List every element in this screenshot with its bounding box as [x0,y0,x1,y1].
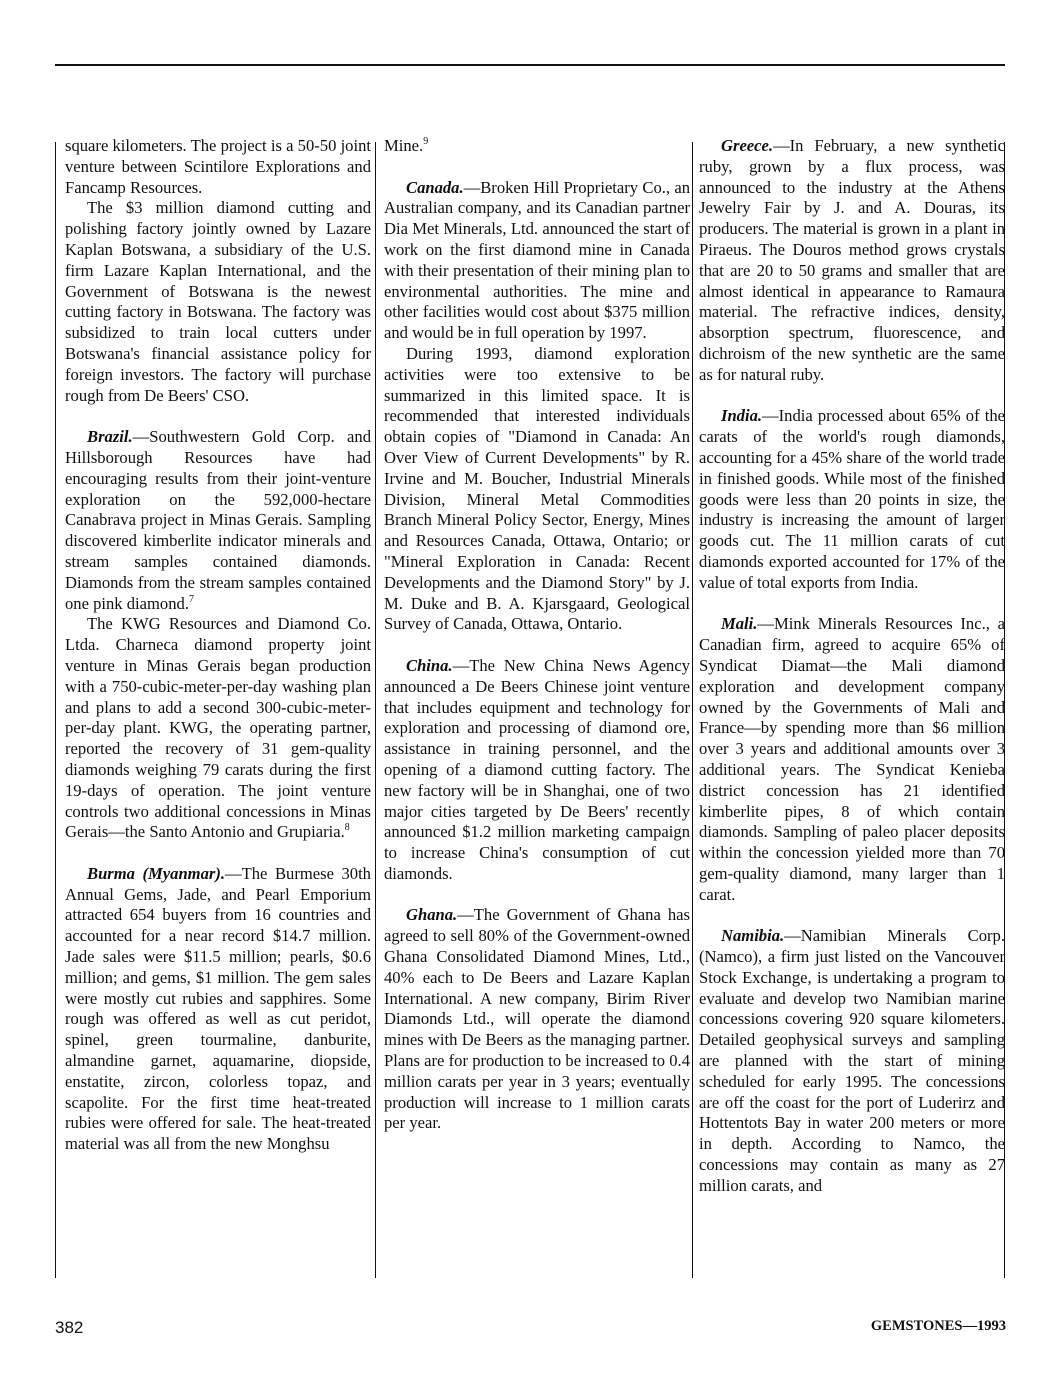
section-india [699,406,1005,593]
section-china [384,656,690,885]
section-text: —Mink Minerals Resources Inc., a Canadian firm, agreed to acquire 65% of Syndicat Diamat—the Mali diamond exploration and development company owned by the Governments of Mali and France—by spending more than $6 million over 3 years and additional amounts over 3 additional years. The Syndicat Kenieba district concession has 21 identified kimberlite pipes, 8 of which contain diamonds. Sampling of paleo placer deposits within the concession yielded more than 70 gem-quality diamond, many larger than 1 carat. [699,614,1005,904]
column-left [65,136,371,1155]
section-burma [65,864,371,1155]
section-ghana [384,905,690,1134]
footnote-ref: 7 [188,593,194,605]
section-heading: Burma (Myanmar). [87,863,226,883]
section-heading: China. [406,655,453,675]
section-text: —In February, a new synthetic ruby, grown by a flux process, was announced to the industry at the Athens Jewelry Fair by J. and A. Douras, its producers. The material is grown in a plant in Piraeus. The Douros method grows crystals that are 20 to 50 grams and smaller that are almost identical in appearance to Ramaura material. The refractive indices, density, absorption spectrum, fluorescence, and dichroism of the new synthetic are the same as for natural ruby. [699,136,1005,384]
paragraph: The $3 million diamond cutting and polishing factory jointly owned by Lazare Kaplan Botswana, a subsidiary of the U.S. firm Lazare Kaplan International, and the Government of Botswana is the newest cutting factory in Botswana. The factory was subsidized to train local cutters under Botswana's financial assistance policy for foreign investors. The factory will purchase rough from De Beers' CSO. [65,198,371,405]
paragraph-text: Mine. [384,136,424,155]
paragraph [384,136,690,157]
footnote-ref: 9 [423,136,429,147]
section-greece [699,136,1005,386]
section-text: —The Burmese 30th Annual Gems, Jade, and Pearl Emporium attracted 654 buyers from 16 countries and accounted for a near record $14.7 million. Jade sales were $11.5 million; pearls, $0.6 million; and gems, $1 million. The gem sales were mostly cut rubies and sapphires. Some rough was offered as well as cut peridot, spinel, green tourmaline, danburite, almandine garnet, aquamarine, diopside, enstatite, zircon, colorless topaz, and scapolite. For the first time heat-treated rubies were offered for sale. The heat-treated material was all from the new Monghsu [65,863,371,1154]
section-heading: Namibia. [721,926,785,946]
section-brazil [65,427,371,614]
section-text: —Broken Hill Proprietary Co., an Australian company, and its Canadian partner Dia Met Minerals, Ltd. announced the start of work on the first diamond mine in Canada with their presentation of their mining plan to environmental authorities. The mine and other facilities would cost about $375 million and would be in full operation by 1997. [384,177,690,343]
section-canada [384,178,690,344]
section-heading: Greece. [721,136,774,155]
left-margin-rule [55,142,56,1278]
section-namibia [699,926,1005,1196]
column-middle [384,136,690,1134]
section-heading: Canada. [406,177,464,197]
paragraph: During 1993, diamond exploration activities were too extensive to be summarized in this limited space. It is recommended that interested individuals obtain copies of "Diamond in Canada: An Over View of Current Developments" by R. Irvine and M. Boucher, Industrial Minerals Division, Mineral Metal Commodities Branch Mineral Policy Sector, Energy, Mines and Resources Canada, Ottawa, Ontario; or "Mineral Exploration in Canada: Recent Developments and the Diamond Story" by J. M. Duke and B. A. Kjarsgaard, Geological Survey of Canada, Ottawa, Ontario. [384,343,690,634]
footnote-ref: 8 [344,822,350,834]
paragraph: square kilometers. The project is a 50-50 joint venture between Scintilore Explorations and Fancamp Resources. [65,136,371,197]
section-heading: Ghana. [406,905,458,925]
running-footer: GEMSTONES—1993 [870,1318,1006,1334]
section-text: —Southwestern Gold Corp. and Hillsborough Resources have had encouraging results from their joint-venture exploration on the 592,000-hectare Canabrava project in Minas Gerais. Sampling discovered kimberlite indicator minerals and stream samples contained diamonds. Diamonds from the stream samples contained one pink diamond. [65,427,371,613]
header-rule [55,64,1005,66]
section-text: —India processed about 65% of the carats of the world's rough diamonds, accounting for a 45% share of the world trade in finished goods. While most of the finished goods were less than 20 points in size, the industry is increasing the amount of larger goods cut. The 11 million carats of cut diamonds exported accounted for 17% of the value of total exports from India. [699,406,1005,592]
section-heading: Brazil. [87,427,133,447]
column-divider-1 [375,142,376,1278]
section-heading: India. [721,406,763,426]
paragraph-text: The KWG Resources and Diamond Co. Ltda. Charneca diamond property joint venture in Minas Gerais began production with a 750-cubic-meter-per-day washing plan and plans to add a second 300-cubic-meter-per-day plant. KWG, the operating partner, reported the recovery of 31 gem-quality diamonds weighing 79 carats during the first 19-days of operation. The joint venture controls two additional concessions in Minas Gerais—the Santo Antonio and Grupiaria. [65,614,371,842]
section-mali [699,614,1005,905]
paragraph [65,614,371,843]
column-divider-2 [692,142,693,1278]
section-text: —Namibian Minerals Corp. (Namco), a firm just listed on the Vancouver Stock Exchange, is undertaking a program to evaluate and develop two Namibian marine concessions covering 920 square kilometers. Detailed geophysical surveys and sampling are planned with the start of mining scheduled for early 1995. The concessions are off the coast for the port of Luderirz and Hottentots Bay in water 200 meters or more in depth. According to Namco, the concessions may contain as many as 27 million carats, and [699,926,1005,1195]
section-heading: Mali. [721,614,758,634]
section-text: —The Government of Ghana has agreed to sell 80% of the Government-owned Ghana Consolidated Diamond Mines, Ltd., 40% each to De Beers and Lazare Kaplan International. A new company, Birim River Diamonds Ltd., will operate the diamond mines with De Beers as the managing partner. Plans are for production to be increased to 0.4 million carats per year in 3 years; eventually production will increase to 1 million carats per year. [384,905,690,1133]
section-text: —The New China News Agency announced a De Beers Chinese joint venture that includes equipment and technology for exploration and processing of diamond ore, assistance in training personnel, and the opening of a diamond cutting factory. The new factory will be in Shanghai, one of two major cities targeted by De Beers' recently announced $1.2 million marketing campaign to increase China's consumption of cut diamonds. [384,655,690,883]
page-number: 382 [55,1318,84,1337]
column-right [699,136,1005,1197]
